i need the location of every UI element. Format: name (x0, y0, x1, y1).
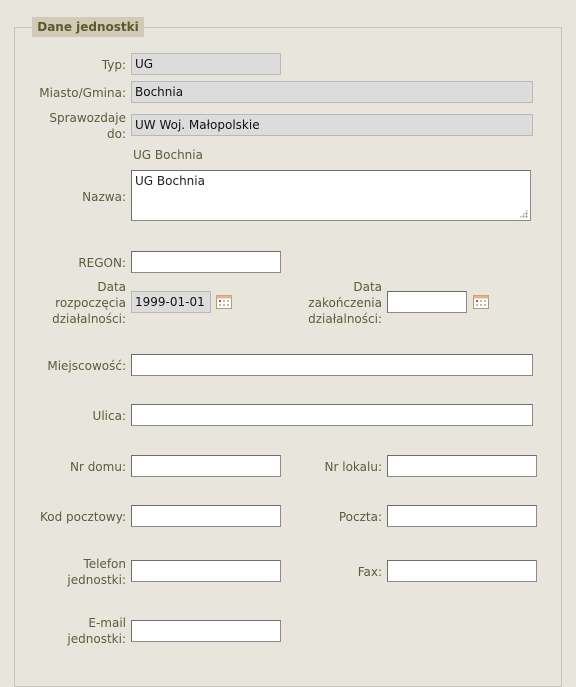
telefon-label: Telefon jednostki: (67, 557, 126, 587)
miejscowosc-label: Miejscowość: (47, 359, 126, 373)
typ-field[interactable]: UG (131, 53, 281, 75)
nr-lokalu-label: Nr lokalu: (324, 460, 382, 474)
nr-lokalu-field[interactable] (387, 455, 537, 477)
nazwa-textarea[interactable] (131, 170, 531, 221)
fieldset-legend: Dane jednostki (32, 17, 144, 37)
nr-domu-label: Nr domu: (69, 460, 126, 474)
data-rozpoczecia-field[interactable]: 1999-01-01 (131, 291, 211, 313)
fax-field[interactable] (387, 560, 537, 582)
data-rozpoczecia-label: Data rozpoczęcia działalności: (52, 280, 126, 326)
miejscowosc-field[interactable] (131, 354, 533, 376)
data-zakonczenia-label: Data zakończenia działalności: (308, 280, 382, 326)
unit-name-text: UG Bochnia (133, 148, 203, 162)
miasto-field[interactable]: Bochnia (131, 81, 533, 103)
nazwa-value: UG Bochnia (135, 174, 205, 188)
miasto-label: Miasto/Gmina: (39, 86, 126, 100)
kod-pocztowy-label: Kod pocztowy: (39, 510, 126, 524)
nazwa-label: Nazwa: (82, 190, 126, 204)
poczta-field[interactable] (387, 505, 537, 527)
kod-pocztowy-field[interactable] (131, 505, 281, 527)
email-label: E-mail jednostki: (67, 616, 126, 646)
email-field[interactable] (131, 620, 281, 642)
fax-label: Fax: (357, 565, 382, 579)
resize-grip-icon[interactable] (519, 209, 528, 218)
calendar-icon[interactable] (473, 295, 489, 309)
nr-domu-field[interactable] (131, 455, 281, 477)
regon-label: REGON: (78, 256, 126, 270)
regon-field[interactable] (131, 251, 281, 273)
calendar-icon[interactable] (216, 295, 232, 309)
sprawozdaje-label: Sprawozdaje do: (49, 111, 126, 141)
typ-label: Typ: (101, 58, 126, 72)
telefon-field[interactable] (131, 560, 281, 582)
sprawozdaje-field[interactable]: UW Woj. Małopolskie (131, 114, 533, 136)
ulica-field[interactable] (131, 404, 533, 426)
poczta-label: Poczta: (338, 510, 382, 524)
ulica-label: Ulica: (92, 409, 126, 423)
data-zakonczenia-field[interactable] (387, 291, 467, 313)
